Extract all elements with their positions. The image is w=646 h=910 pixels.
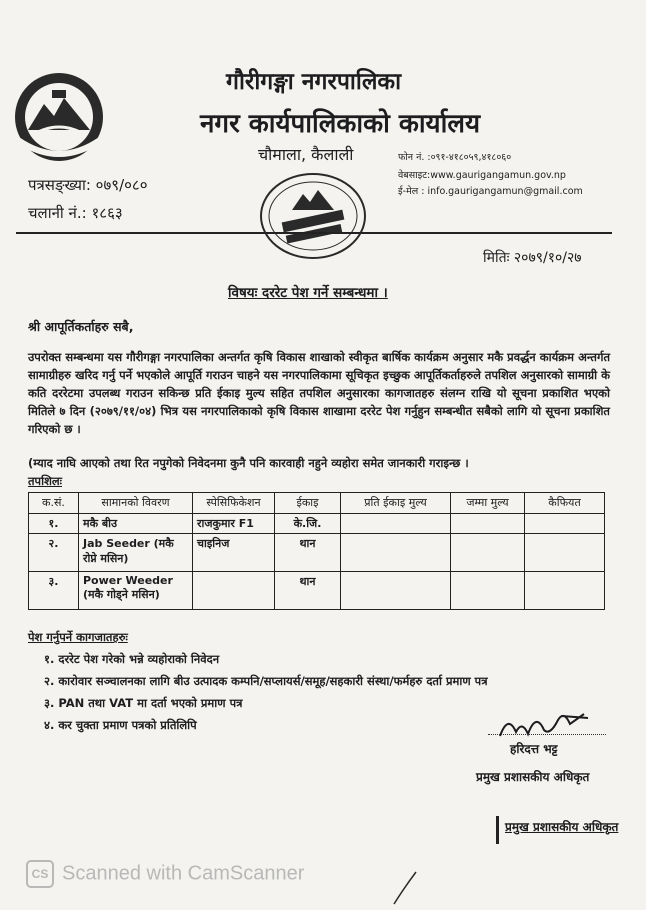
table-cell (525, 514, 605, 534)
table-row (29, 514, 605, 534)
table-cell (193, 572, 275, 610)
table-cell (451, 534, 525, 572)
table-cell (341, 572, 451, 610)
table-label: तपशिलः (28, 474, 63, 488)
column-header: जम्मा मुल्य (451, 493, 525, 514)
column-header: सामानको विवरण (79, 493, 193, 514)
signatory-title: प्रमुख प्रशासकीय अधिकृत (476, 770, 590, 784)
column-header: कैफियत (525, 493, 605, 514)
column-header: स्पेसिफिकेशन (193, 493, 275, 514)
signature-line (488, 734, 606, 735)
list-item: ४. कर चुक्ता प्रमाण पत्रको प्रतिलिपि (44, 718, 197, 732)
letter-number: पत्रसङ्ख्या: ०७९/०८० (28, 176, 148, 194)
documents-title: पेश गर्नुपर्ने कागजातहरुः (28, 630, 128, 644)
dispatch-number: चलानी नं.: १८६३ (28, 204, 123, 222)
column-header: ईकाइ (275, 493, 341, 514)
municipality-name: गौरीगङ्गा नगरपालिका (226, 69, 402, 95)
office-location: चौमाला, कैलाली (258, 145, 354, 164)
table-cell (525, 572, 605, 610)
table-cell: ३. (29, 572, 79, 610)
contact-email: ई-मेल : info.gaurigangamun@gmail.com (398, 186, 583, 197)
contact-website: वेबसाइट:www.gaurigangamun.gov.np (398, 170, 566, 181)
designation-stamp-text: प्रमुख प्रशासकीय अधिकृत (505, 820, 619, 834)
salutation: श्री आपूर्तिकर्ताहरु सबै, (28, 319, 134, 334)
table-cell: राजकुमार F1 (193, 514, 275, 534)
table-cell (451, 572, 525, 610)
header-divider (16, 232, 612, 234)
letter-subject: विषयः दररेट पेश गर्ने सम्बन्धमा । (228, 285, 388, 301)
pen-mark (390, 870, 420, 906)
table-cell: के.जि. (275, 514, 341, 534)
watermark-text: Scanned with CamScanner (62, 862, 305, 885)
table-row (29, 534, 605, 572)
office-round-stamp (258, 170, 368, 262)
letter-date: मितिः २०७९/१०/२७ (483, 250, 582, 266)
documents-list (44, 648, 488, 736)
table-cell: २. (29, 534, 79, 572)
table-cell (525, 534, 605, 572)
table-cell: चाइनिज (193, 534, 275, 572)
table-cell: Jab Seeder (मकै रोप्ने मसिन) (79, 534, 193, 572)
deadline-note: (म्याद नाघि आएको तथा रित नपुगेको निवेदनमा कुनै पनि कारवाही नहुने व्यहोरा समेत जानकारी गराइन्छ । (28, 456, 469, 470)
table-cell: १. (29, 514, 79, 534)
list-item: ३. PAN तथा VAT मा दर्ता भएको प्रमाण पत्र (44, 696, 243, 710)
contact-phone: फोन नं. :०९१-४१८०५९,४१८०६० (398, 152, 512, 163)
signatory-name: हरिदत्त भट्ट (510, 742, 558, 756)
table-cell: Power Weeder (मकै गोड्ने मसिन) (79, 572, 193, 610)
table-cell (451, 514, 525, 534)
column-header: क.सं. (29, 493, 79, 514)
camscanner-watermark (26, 860, 304, 888)
body-paragraph: उपरोक्त सम्बन्धमा यस गौरीगङ्गा नगरपालिका अन्तर्गत कृषि विकास शाखाको स्वीकृत बार्षिक कार्यक्रम अनुसार मकै प्रवर्द्धन कार्यक्रम अन्तर्गत सामाग्रीहरु खरिद गर्नु पर्ने भएकोले आपूर्ति गराउन चाहने यस नगरपालिकामा सूचिकृत इच्छुक आपूर्तिकर्ताहरुले तपशिल अनुसारको सामाग्री के कति दररेटमा उपलब्ध गराउन सकिन्छ प्रति ईकाइ मुल्य सहित तपशिल अनुसारका कागजातहरु संलग्न राखि यो सूचना प्रकाशित भएको मितिले ७ दिन (२०७९/११/०४) भित्र यस नगरपालिकाको कृषि विकास शाखामा दररेट पेश गर्नुहुन सम्बन्धीत सबैको लागि यो सूचना प्रकाशित गरिएको छ । (28, 350, 610, 436)
table-cell (341, 514, 451, 534)
municipality-emblem-logo (12, 70, 106, 164)
list-item: २. कारोवार सञ्चालनका लागि बीउ उत्पादक कम्पनि/सप्लायर्स/समूह/सहकारी संस्था/फर्महरु दर्ता प्रमाण पत्र (44, 674, 488, 688)
camscanner-logo-icon: CS (26, 860, 54, 888)
office-name: नगर कार्यपालिकाको कार्यालय (200, 109, 481, 139)
list-item: १. दररेट पेश गरेको भन्ने व्यहोराको निवेदन (44, 652, 220, 666)
table-row (29, 572, 605, 610)
column-header: प्रति ईकाइ मुल्य (341, 493, 451, 514)
table-cell: थान (275, 534, 341, 572)
table-cell: मकै बीउ (79, 514, 193, 534)
table-cell: थान (275, 572, 341, 610)
table-header-row (29, 493, 605, 514)
designation-stamp (496, 816, 619, 844)
items-table (28, 492, 605, 610)
table-cell (341, 534, 451, 572)
